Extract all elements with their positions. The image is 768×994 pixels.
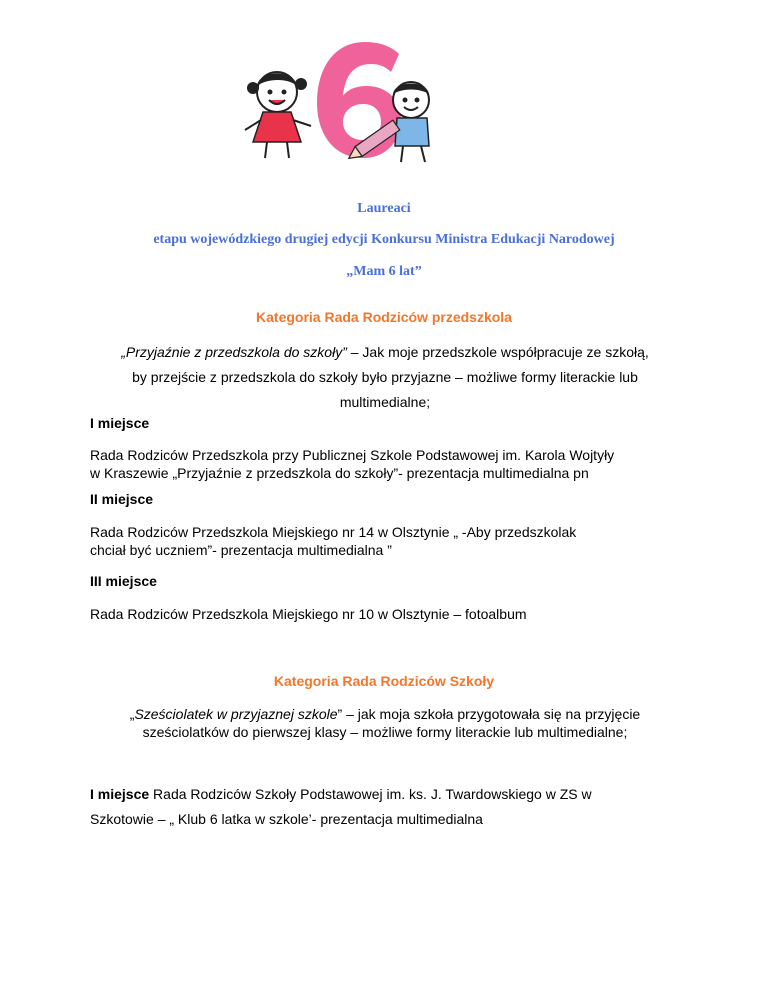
section1-place1-winner (90, 446, 700, 482)
section1-desc-line3: multimedialne; (339, 394, 431, 410)
section1-place2-line1: Rada Rodziców Przedszkola Miejskiego nr 14 w Olsztynie „ -Aby przedszkolak (90, 524, 577, 540)
section2-place1-line2: Szkotowie – „ Klub 6 latka w szkole’- prezentacja multimedialna (90, 811, 483, 827)
section1-place1-line2: w Kraszewie „Przyjaźnie z przedszkola do szkoły”- prezentacja multimedialna pn (90, 465, 589, 481)
header-line-laureaci: Laureaci (357, 201, 411, 216)
mam-6-lat-logo-icon (215, 30, 455, 170)
section2-place1-label: I miejsce (90, 786, 150, 802)
section1-place1-line1: Rada Rodziców Przedszkola przy Publicznej Szkole Podstawowej im. Karola Wojtyły (90, 447, 615, 463)
section1-desc-italic: „Przyjaźnie z przedszkola do szkoły” (121, 344, 347, 360)
section1-desc-line1-rest: – Jak moje przedszkole współpracuje ze szkołą, (346, 344, 649, 360)
header-line-contest: etapu wojewódzkiego drugiej edycji Konkursu Ministra Edukacji Narodowej (153, 232, 615, 247)
section2-desc-line1-rest: ” – jak moja szkoła przygotowała się na przyjęcie (337, 706, 641, 722)
header-line-title: „Mam 6 lat” (346, 264, 422, 279)
section2-place1-line1 (90, 782, 710, 807)
section2-desc-line2: sześciolatków do pierwszej klasy – możliwe formy literackie lub multimedialne; (142, 724, 628, 740)
section1-place2-line2: chciał być uczniem”- prezentacja multimedialna ” (90, 542, 392, 558)
section1-description (60, 340, 710, 415)
section1-place3-winner (90, 605, 700, 623)
section1-title: Kategoria Rada Rodziców przedszkola (256, 309, 512, 325)
section2-desc-italic: Sześciolatek w przyjaznej szkole (134, 706, 338, 722)
section2-place1-winner (90, 782, 710, 832)
section1-place2-winner (90, 523, 700, 559)
section1-place1-label: I miejsce (90, 415, 150, 431)
section1-desc-line1 (60, 340, 710, 365)
section2-description (60, 705, 710, 741)
section1-place2-label: II miejsce (90, 491, 154, 507)
section1-place3-label: III miejsce (90, 573, 157, 589)
section2-place1-text1: Rada Rodziców Szkoły Podstawowej im. ks. J. Twardowskiego w ZS w (149, 786, 592, 802)
section1-place3-line1: Rada Rodziców Przedszkola Miejskiego nr 10 w Olsztynie – fotoalbum (90, 606, 527, 622)
section2-title: Kategoria Rada Rodziców Szkoły (273, 673, 495, 689)
section1-desc-line2: by przejście z przedszkola do szkoły było przyjazne – możliwe formy literackie lub (132, 369, 638, 385)
section2-desc-quote: „ (129, 706, 135, 722)
section2-desc-line1 (60, 705, 710, 723)
